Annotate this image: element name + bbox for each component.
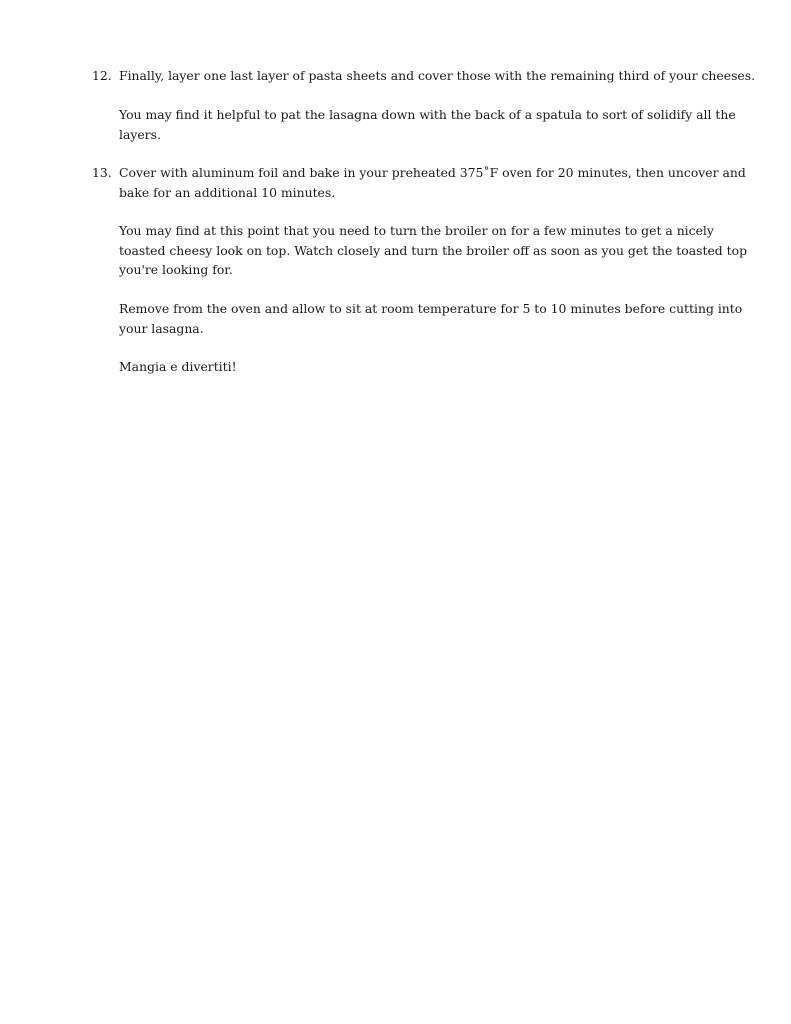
text-line: toasted cheesy look on top. Watch closely and turn the broiler off as soon as you get the toasted top [119, 242, 748, 258]
text-line: your lasagna. [119, 320, 204, 336]
text-line: Cover with aluminum foil and bake in your preheated 375˚F oven for 20 minutes, then uncover and [119, 165, 746, 180]
text-line: Mangia e divertiti! [119, 359, 237, 374]
text-line: Remove from the oven and allow to sit at room temperature for 5 to 10 minutes before cutting into [119, 301, 743, 316]
text-line: You may find at this point that you need to turn the broiler on for a few minutes to get a nicely [119, 223, 714, 238]
step-note [119, 105, 739, 144]
closing-line [119, 357, 739, 377]
step-instruction [119, 163, 746, 202]
text-line: you're looking for. [119, 262, 233, 277]
text-line: Finally, layer one last layer of pasta sheets and cover those with the remaining third of your cheeses. [119, 68, 756, 83]
step-note [119, 221, 748, 280]
step-instruction [119, 66, 756, 86]
step-number: 12. [92, 68, 112, 83]
step-number: 13. [92, 165, 112, 180]
text-line: You may find it helpful to pat the lasagna down with the back of a spatula to sort of solidify all the [119, 107, 736, 122]
text-line: bake for an additional 10 minutes. [119, 184, 336, 200]
step-note [119, 299, 743, 338]
text-line: layers. [119, 126, 161, 142]
